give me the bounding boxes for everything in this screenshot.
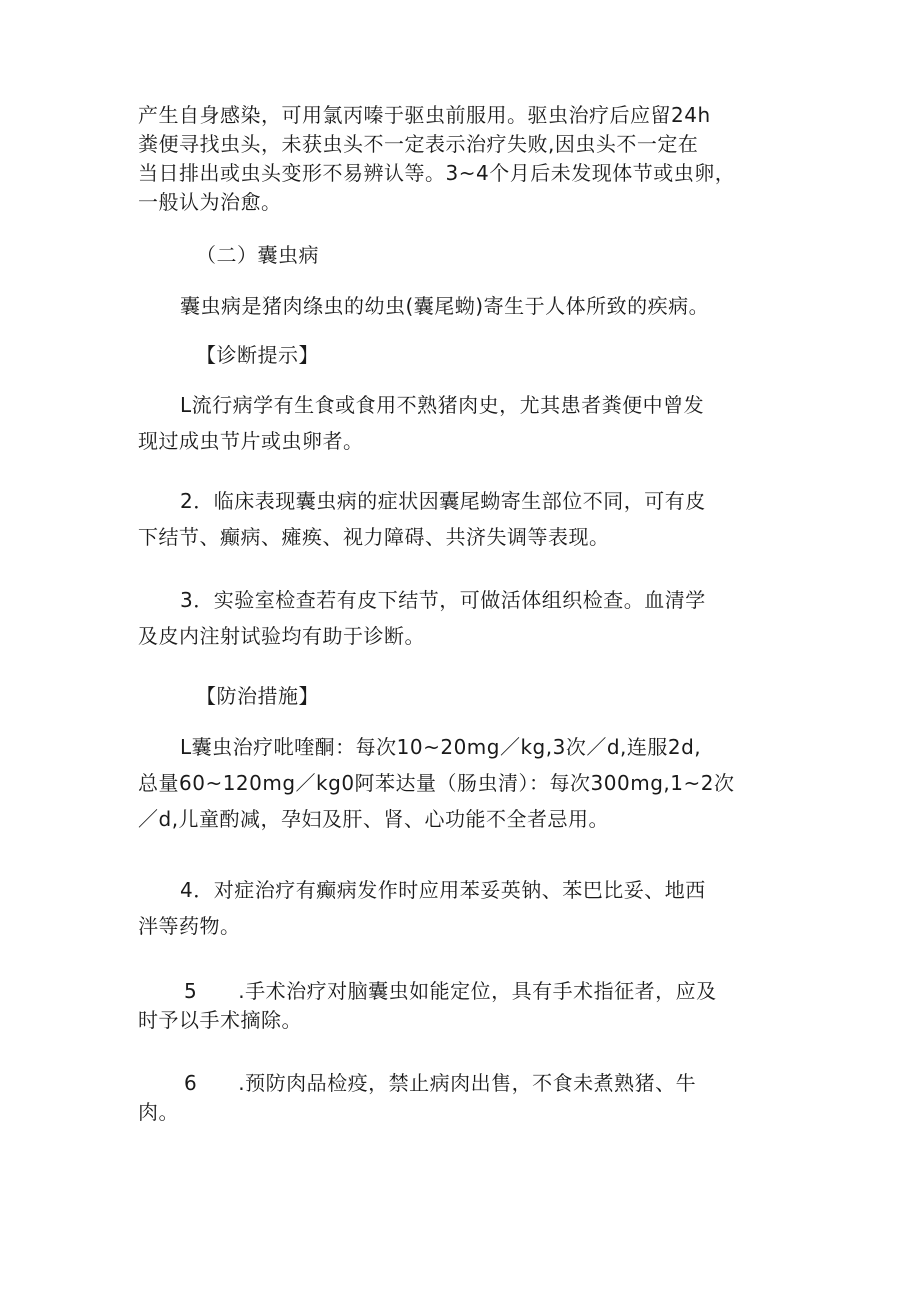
paragraph-line: L流行病学有生食或食用不熟猪肉史，尤其患者粪便中曾发 [180, 393, 705, 417]
paragraph-line: 粪便寻找虫头，未获虫头不一定表示治疗失败,因虫头不一定在 [138, 132, 699, 156]
paragraph-line: 2．临床表现囊虫病的症状因囊尾蚴寄生部位不同，可有皮 [180, 489, 706, 513]
continuation-paragraph [138, 101, 788, 217]
paragraph-line: 现过成虫节片或虫卵者。 [138, 429, 364, 453]
treatment-heading: 【防治措施】 [196, 684, 319, 708]
paragraph-line: 3．实验室检查若有皮下结节，可做活体组织检查。血清学 [180, 588, 706, 612]
diagnosis-item-2 [138, 483, 788, 555]
paragraph-line: 下结节、癫病、瘫痪、视力障碍、共济失调等表现。 [138, 525, 610, 549]
paragraph-line: 产生自身感染，可用氯丙嗪于驱虫前服用。驱虫治疗后应留24h [138, 103, 711, 127]
paragraph-line: 6 .预防肉品检疫，禁止病肉出售，不食未煮熟猪、牛 [184, 1071, 697, 1095]
paragraph-line: 时予以手术摘除。 [138, 1008, 302, 1032]
paragraph-line: 及皮内注射试验均有助于诊断。 [138, 624, 425, 648]
paragraph-line: 泮等药物。 [138, 914, 241, 938]
paragraph-line: 一般认为治愈。 [138, 190, 282, 214]
paragraph-line: ／d,儿童酌减，孕妇及肝、肾、心功能不全者忌用。 [138, 807, 610, 831]
paragraph-line: 肉。 [138, 1100, 179, 1124]
treatment-item-6 [138, 1069, 788, 1127]
treatment-item-1 [138, 729, 788, 837]
treatment-item-5 [138, 977, 788, 1035]
definition-paragraph: 囊虫病是猪肉绦虫的幼虫(囊尾蚴)寄生于人体所致的疾病。 [180, 294, 710, 318]
paragraph-line: 4．对症治疗有癫病发作时应用苯妥英钠、苯巴比妥、地西 [180, 878, 706, 902]
diagnosis-item-3 [138, 582, 788, 654]
treatment-item-4 [138, 872, 788, 944]
paragraph-line: 当日排出或虫头变形不易辨认等。3~4个月后未发现体节或虫卵， [138, 161, 736, 185]
diagnosis-item-1 [138, 387, 788, 459]
paragraph-line: 5 .手术治疗对脑囊虫如能定位，具有手术指征者，应及 [184, 979, 717, 1003]
paragraph-line: L囊虫治疗吡喹酮：每次10~20mg／kg,3次／d,连服2d, [180, 735, 702, 759]
paragraph-line: 总量60~120mg／kg0阿苯达量（肠虫清）：每次300mg,1~2次 [138, 771, 735, 795]
section-title: （二）囊虫病 [196, 243, 319, 267]
diagnosis-heading: 【诊断提示】 [196, 343, 319, 367]
